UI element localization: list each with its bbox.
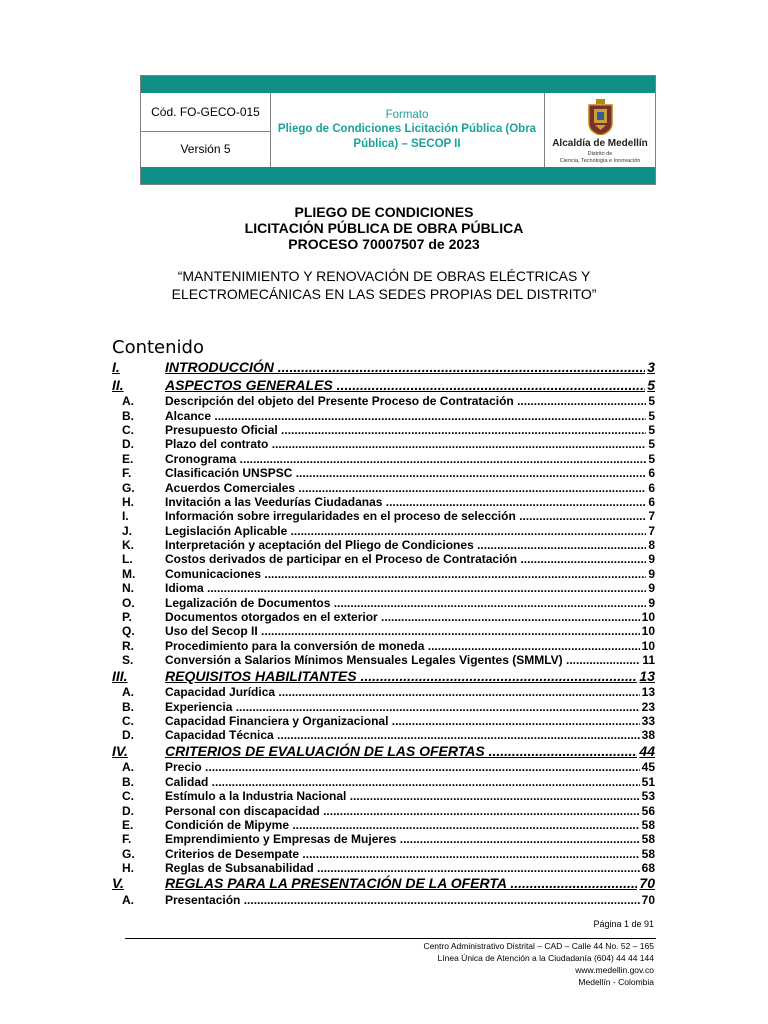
toc-entry-number: R.: [122, 638, 134, 653]
toc-entry-page: 45: [641, 760, 655, 775]
toc-subsection-entry[interactable]: [112, 423, 655, 437]
toc-subsection-entry[interactable]: [112, 653, 655, 667]
toc-subsection-entry[interactable]: [112, 789, 655, 803]
toc-entry-title: Costos derivados de participar en el Proceso de Contratación .....: [165, 552, 655, 566]
toc-entry-title: ASPECTOS GENERALES .....: [165, 377, 655, 393]
logo-subtitle-line1: Distrito de: [587, 151, 613, 157]
toc-entry-number: C.: [122, 713, 134, 728]
toc-subsection-entry[interactable]: [112, 700, 655, 714]
toc-subsection-entry[interactable]: [112, 832, 655, 846]
toc-entry-title: Presupuesto Oficial .....: [165, 423, 655, 437]
toc-entry-number: C.: [122, 789, 134, 804]
toc-entry-number: III.: [112, 667, 128, 684]
toc-entry-title: Reglas de Subsanabilidad .....: [165, 861, 655, 875]
logo-subtitle: [545, 151, 655, 164]
toc-entry-page: 5: [647, 376, 655, 393]
toc-entry-title: Legalización de Documentos .....: [165, 596, 655, 610]
toc-entry-number: F.: [122, 832, 132, 847]
toc-entry-number: P.: [122, 610, 132, 625]
toc-subsection-entry[interactable]: [112, 610, 655, 624]
toc-entry-number: C.: [122, 422, 134, 437]
toc-section-entry[interactable]: [112, 377, 655, 395]
header-logo-cell: [544, 93, 655, 167]
toc-entry-page: 10: [641, 624, 655, 639]
toc-entry-number: IV.: [112, 742, 128, 759]
toc-subsection-entry[interactable]: [112, 481, 655, 495]
toc-entry-page: 51: [641, 774, 655, 789]
format-title: Pliego de Condiciones Licitación Pública (Obra Pública) – SECOP II: [277, 123, 537, 150]
toc-entry-title: Capacidad Técnica .....: [165, 728, 655, 742]
page-number: Página 1 de 91: [593, 919, 654, 929]
document-code: Cód. FO-GECO-015: [141, 93, 270, 132]
toc-entry-title: Legislación Aplicable .....: [165, 524, 655, 538]
footer-city: Medellín - Colombia: [578, 977, 654, 987]
medellin-seal-icon: [586, 99, 615, 135]
toc-entry-page: 5: [648, 437, 655, 452]
toc-entry-title: Experiencia .....: [165, 700, 655, 714]
toc-entry-page: 70: [639, 875, 655, 892]
logo-name: Alcaldía de Medellín: [552, 138, 648, 149]
toc-entry-page: 5: [648, 422, 655, 437]
toc-entry-number: D.: [122, 437, 134, 452]
toc-entry-title: Presentación .....: [165, 893, 655, 907]
toc-entry-page: 5: [648, 451, 655, 466]
toc-entry-number: M.: [122, 566, 136, 581]
toc-entry-title: INTRODUCCIÓN .....: [165, 359, 655, 375]
project-subtitle-1: “MANTENIMIENTO Y RENOVACIÓN DE OBRAS ELÉCTRICAS Y: [177, 268, 591, 284]
toc-entry-number: O.: [122, 595, 135, 610]
toc-entry-number: A.: [122, 394, 134, 409]
toc-subsection-entry[interactable]: [112, 624, 655, 638]
toc-entry-page: 68: [641, 861, 655, 876]
toc-entry-title: Precio .....: [165, 760, 655, 774]
toc-entry-number: H.: [122, 861, 134, 876]
toc-entry-number: A.: [122, 760, 134, 775]
toc-entry-title: Acuerdos Comerciales .....: [165, 481, 655, 495]
toc-subsection-entry[interactable]: [112, 394, 655, 408]
toc-entry-page: 56: [641, 803, 655, 818]
toc-entry-page: 23: [641, 699, 655, 714]
toc-entry-page: 7: [648, 523, 655, 538]
toc-entry-number: I.: [122, 509, 129, 524]
toc-entry-number: E.: [122, 451, 134, 466]
toc-entry-page: 13: [639, 667, 655, 684]
logo-subtitle-line2: Ciencia, Tecnología e Innovación: [559, 157, 641, 164]
toc-entry-page: 53: [641, 789, 655, 804]
toc-entry-title: Condición de Mipyme .....: [165, 818, 655, 832]
toc-entry-title: Uso del Secop II .....: [165, 624, 655, 638]
toc-section-entry[interactable]: [112, 359, 655, 377]
format-label: Formato: [385, 109, 429, 121]
toc-subsection-entry[interactable]: [112, 714, 655, 728]
toc-entry-page: 11: [642, 653, 655, 668]
toc-subsection-entry[interactable]: [112, 581, 655, 595]
toc-entry-page: 10: [641, 638, 655, 653]
project-subtitle-2: ELECTROMECÁNICAS EN LAS SEDES PROPIAS DEL DISTRITO”: [171, 286, 597, 302]
document-title-3: PROCESO 70007507 de 2023: [288, 236, 480, 252]
toc-entry-number: F.: [122, 466, 132, 481]
toc-entry-title: Procedimiento para la conversión de moneda .....: [165, 639, 655, 653]
toc-entry-number: I.: [112, 359, 120, 375]
toc-subsection-entry[interactable]: [112, 804, 655, 818]
document-version: Versión 5: [180, 142, 231, 156]
toc-entry-title: Emprendimiento y Empresas de Mujeres .....: [165, 832, 655, 846]
toc-entry-page: 58: [641, 846, 655, 861]
toc-entry-number: E.: [122, 817, 134, 832]
toc-entry-page: 5: [648, 394, 655, 409]
toc-entry-title: Clasificación UNSPSC .....: [165, 466, 655, 480]
toc-subsection-entry[interactable]: [112, 818, 655, 832]
toc-entry-number: N.: [122, 581, 134, 596]
toc-entry-title: Criterios de Desempate .....: [165, 847, 655, 861]
toc-subsection-entry[interactable]: [112, 409, 655, 423]
footer-phone: Línea Única de Atención a la Ciudadanía (604) 44 44 144: [437, 953, 654, 963]
toc-entry-number: B.: [122, 699, 134, 714]
toc-entry-page: 58: [641, 817, 655, 832]
table-of-contents: [112, 359, 655, 907]
toc-entry-title: Estímulo a la Industria Nacional .....: [165, 789, 655, 803]
document-header: [140, 75, 656, 185]
toc-entry-title: Invitación a las Veedurías Ciudadanas .....: [165, 495, 655, 509]
toc-subsection-entry[interactable]: [112, 861, 655, 875]
toc-entry-page: 9: [648, 581, 655, 596]
toc-entry-title: Capacidad Jurídica .....: [165, 685, 655, 699]
toc-entry-page: 9: [648, 566, 655, 581]
toc-entry-page: 6: [648, 480, 655, 495]
toc-entry-number: D.: [122, 803, 134, 818]
toc-entry-page: 70: [641, 893, 655, 908]
toc-entry-title: Interpretación y aceptación del Pliego de Condiciones .....: [165, 538, 655, 552]
header-cells: [141, 93, 655, 167]
toc-entry-title: Documentos otorgados en el exterior .....: [165, 610, 655, 624]
toc-entry-page: 3: [647, 359, 655, 375]
toc-entry-number: H.: [122, 494, 134, 509]
toc-section-entry[interactable]: [112, 875, 655, 893]
toc-subsection-entry[interactable]: [112, 728, 655, 742]
toc-subsection-entry[interactable]: [112, 596, 655, 610]
toc-subsection-entry[interactable]: [112, 466, 655, 480]
toc-entry-number: A.: [122, 893, 134, 908]
toc-entry-title: Capacidad Financiera y Organizacional .....: [165, 714, 655, 728]
toc-entry-page: 6: [648, 494, 655, 509]
toc-entry-number: S.: [122, 653, 134, 668]
toc-entry-page: 44: [639, 742, 655, 759]
toc-subsection-entry[interactable]: [112, 847, 655, 861]
toc-entry-page: 7: [648, 509, 655, 524]
toc-entry-number: Q.: [122, 624, 135, 639]
toc-entry-page: 9: [648, 552, 655, 567]
document-title-1: PLIEGO DE CONDICIONES: [294, 204, 474, 220]
toc-entry-title: Alcance .....: [165, 409, 655, 423]
footer-address: Centro Administrativo Distrital – CAD – Calle 44 No. 52 – 165: [423, 941, 654, 951]
toc-subsection-entry[interactable]: [112, 509, 655, 523]
toc-subsection-entry[interactable]: [112, 685, 655, 699]
toc-subsection-entry[interactable]: [112, 524, 655, 538]
toc-entry-title: Conversión a Salarios Mínimos Mensuales Legales Vigentes (SMMLV) .....: [165, 653, 655, 667]
toc-entry-title: Cronograma .....: [165, 452, 655, 466]
toc-entry-number: B.: [122, 408, 134, 423]
toc-entry-number: V.: [112, 875, 124, 892]
toc-entry-title: REGLAS PARA LA PRESENTACIÓN DE LA OFERTA .....: [165, 875, 655, 891]
toc-entry-page: 9: [648, 595, 655, 610]
toc-entry-number: D.: [122, 728, 134, 743]
toc-entry-page: 10: [641, 610, 655, 625]
toc-subsection-entry[interactable]: [112, 760, 655, 774]
toc-entry-number: A.: [122, 685, 134, 700]
toc-entry-page: 58: [641, 832, 655, 847]
toc-subsection-entry[interactable]: [112, 775, 655, 789]
document-title-2: LICITACIÓN PÚBLICA DE OBRA PÚBLICA: [244, 220, 524, 236]
toc-entry-title: Plazo del contrato .....: [165, 437, 655, 451]
toc-entry-number: G.: [122, 846, 135, 861]
footer-website-link[interactable]: www.medellin.gov.co: [575, 965, 654, 975]
toc-subsection-entry[interactable]: [112, 893, 655, 907]
toc-subsection-entry[interactable]: [112, 639, 655, 653]
toc-entry-title: Calidad .....: [165, 775, 655, 789]
toc-entry-page: 33: [641, 713, 655, 728]
toc-subsection-entry[interactable]: [112, 437, 655, 451]
toc-subsection-entry[interactable]: [112, 538, 655, 552]
toc-entry-number: J.: [122, 523, 133, 538]
toc-entry-page: 13: [641, 685, 655, 700]
toc-entry-title: Idioma .....: [165, 581, 655, 595]
header-format-cell: [270, 93, 544, 167]
header-left-cell: [141, 93, 271, 167]
toc-entry-number: II.: [112, 376, 124, 393]
toc-subsection-entry[interactable]: [112, 567, 655, 581]
toc-entry-page: 38: [641, 728, 655, 743]
header-band-top: [141, 76, 655, 93]
toc-heading: Contenido: [112, 337, 204, 358]
toc-entry-title: Personal con discapacidad .....: [165, 804, 655, 818]
toc-entry-page: 6: [648, 466, 655, 481]
toc-entry-title: REQUISITOS HABILITANTES .....: [165, 668, 655, 684]
toc-entry-title: Comunicaciones .....: [165, 567, 655, 581]
toc-subsection-entry[interactable]: [112, 552, 655, 566]
toc-section-entry[interactable]: [112, 668, 655, 686]
toc-entry-title: CRITERIOS DE EVALUACIÓN DE LAS OFERTAS .....: [165, 743, 655, 759]
toc-entry-title: Información sobre irregularidades en el proceso de selección .....: [165, 509, 655, 523]
toc-subsection-entry[interactable]: [112, 495, 655, 509]
header-band-bottom: [141, 167, 655, 184]
toc-entry-page: 5: [648, 408, 655, 423]
toc-subsection-entry[interactable]: [112, 452, 655, 466]
footer-rule: [125, 938, 656, 939]
toc-entry-number: K.: [122, 538, 134, 553]
toc-entry-title: Descripción del objeto del Presente Proceso de Contratación .....: [165, 394, 655, 408]
toc-entry-number: B.: [122, 774, 134, 789]
toc-entry-number: G.: [122, 480, 135, 495]
toc-section-entry[interactable]: [112, 743, 655, 761]
toc-entry-number: L.: [122, 552, 133, 567]
toc-entry-page: 8: [648, 538, 655, 553]
